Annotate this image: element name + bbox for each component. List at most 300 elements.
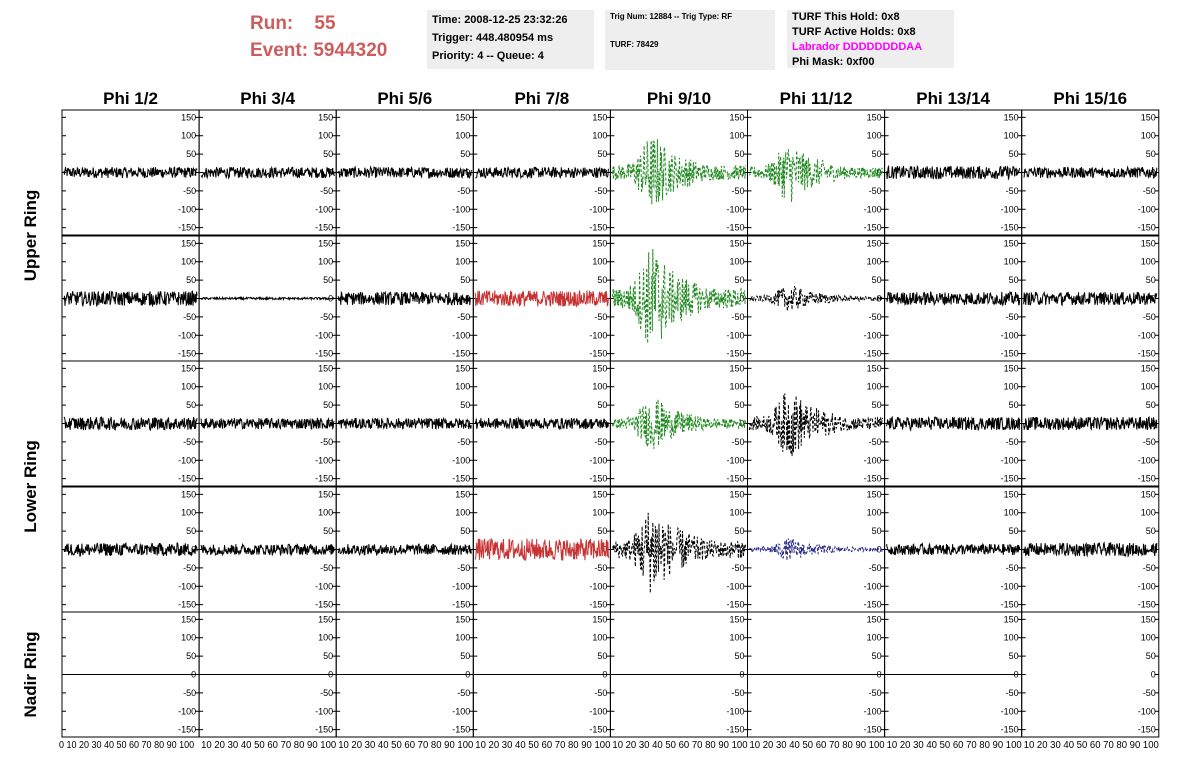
ytick-label: -150 xyxy=(726,473,745,484)
ytick-label: -50 xyxy=(457,185,471,196)
ytick-label: -100 xyxy=(1137,581,1156,592)
ytick-label: 100 xyxy=(1003,130,1019,141)
ytick-label: 50 xyxy=(1145,651,1156,662)
ytick-label: -100 xyxy=(589,706,608,717)
ytick-label: -50 xyxy=(868,436,882,447)
ytick-label: -50 xyxy=(868,185,882,196)
waveform-trace xyxy=(64,417,197,430)
ytick-label: -50 xyxy=(320,311,334,322)
ytick-label: 150 xyxy=(318,614,334,625)
ytick-label: -50 xyxy=(320,687,334,698)
turf-text: TURF: 78429 xyxy=(610,40,659,49)
ytick-label: 100 xyxy=(1140,507,1156,518)
ytick-label: -50 xyxy=(1142,311,1156,322)
ytick-label: 0 xyxy=(739,418,745,429)
waveform-trace xyxy=(201,418,334,429)
waveform-panel xyxy=(199,361,336,486)
waveform-panel xyxy=(748,487,885,612)
ytick-label: 50 xyxy=(734,651,745,662)
column-header: Phi 9/10 xyxy=(646,89,712,108)
ytick-label: 100 xyxy=(318,632,334,643)
waveform-trace xyxy=(338,167,471,178)
ytick-label: 50 xyxy=(734,149,745,160)
ytick-label: 100 xyxy=(455,130,471,141)
waveform-panel xyxy=(336,236,473,361)
ytick-label: 50 xyxy=(1145,526,1156,537)
ytick-label: 150 xyxy=(729,112,745,123)
ytick-label: 0 xyxy=(739,167,745,178)
waveform-panel xyxy=(1022,361,1159,486)
waveform-panel xyxy=(1022,236,1159,361)
ytick-label: 150 xyxy=(866,112,882,123)
ytick-label: -100 xyxy=(863,581,882,592)
waveform-panel xyxy=(610,110,747,235)
ytick-label: 100 xyxy=(592,130,608,141)
ytick-label: 50 xyxy=(871,400,882,411)
waveform-trace xyxy=(612,249,745,343)
waveform-trace xyxy=(475,291,608,307)
waveform-panel xyxy=(748,110,885,235)
ytick-label: 50 xyxy=(1145,400,1156,411)
ytick-label: -100 xyxy=(1000,455,1019,466)
ytick-label: -150 xyxy=(863,599,882,610)
ytick-label: 150 xyxy=(1003,112,1019,123)
waveform-trace xyxy=(612,399,745,449)
ytick-label: -100 xyxy=(315,706,334,717)
waveform-panel xyxy=(62,110,199,235)
waveform-panel xyxy=(610,236,747,361)
ytick-label: 100 xyxy=(1003,507,1019,518)
ytick-label: -150 xyxy=(178,348,197,359)
xtick-label: 10 20 30 40 50 60 70 80 90 100 xyxy=(612,740,748,751)
ytick-label: 50 xyxy=(734,400,745,411)
ytick-label: -50 xyxy=(320,185,334,196)
ytick-label: 150 xyxy=(592,614,608,625)
ytick-label: 50 xyxy=(186,526,197,537)
ytick-label: -100 xyxy=(726,706,745,717)
ytick-label: -100 xyxy=(589,581,608,592)
ytick-label: 150 xyxy=(181,363,197,374)
ytick-label: 0 xyxy=(739,669,745,680)
ytick-label: 50 xyxy=(597,149,608,160)
ytick-label: 150 xyxy=(866,489,882,500)
waveform-trace xyxy=(338,418,471,429)
waveform-panel xyxy=(473,487,610,612)
ytick-label: 0 xyxy=(602,293,608,304)
waveform-panel xyxy=(610,361,747,486)
waveform-trace xyxy=(475,418,608,429)
ytick-label: 50 xyxy=(1008,526,1019,537)
ytick-label: 150 xyxy=(866,363,882,374)
ytick-label: 150 xyxy=(592,363,608,374)
ytick-label: 0 xyxy=(465,167,471,178)
ytick-label: -50 xyxy=(1005,436,1019,447)
ytick-label: 50 xyxy=(597,526,608,537)
waveform-panel xyxy=(1022,487,1159,612)
ytick-label: -50 xyxy=(1005,185,1019,196)
ytick-label: 100 xyxy=(1003,632,1019,643)
waveform-trace xyxy=(201,167,334,178)
ytick-label: -150 xyxy=(1000,724,1019,735)
ytick-label: 0 xyxy=(191,544,197,555)
waveform-trace xyxy=(1024,167,1157,178)
ytick-label: -50 xyxy=(183,185,197,196)
column-header: Phi 15/16 xyxy=(1053,89,1128,108)
ytick-label: -50 xyxy=(1005,311,1019,322)
waveform-panel xyxy=(336,612,473,737)
waveform-panel xyxy=(336,110,473,235)
ytick-label: 0 xyxy=(1013,293,1019,304)
ytick-label: 150 xyxy=(592,238,608,249)
ring-label: Lower Ring xyxy=(21,440,40,533)
ytick-label: 100 xyxy=(729,381,745,392)
waveform-trace xyxy=(475,167,608,178)
ytick-label: 0 xyxy=(1013,669,1019,680)
ytick-label: -100 xyxy=(863,455,882,466)
ytick-label: 100 xyxy=(866,632,882,643)
ytick-label: 50 xyxy=(323,526,334,537)
ytick-label: 100 xyxy=(866,507,882,518)
ytick-label: -100 xyxy=(1000,330,1019,341)
ytick-label: -100 xyxy=(452,330,471,341)
ytick-label: -150 xyxy=(452,599,471,610)
ytick-label: 50 xyxy=(871,275,882,286)
ytick-label: -100 xyxy=(1137,204,1156,215)
ytick-label: 150 xyxy=(1140,614,1156,625)
ytick-label: 100 xyxy=(455,381,471,392)
ytick-label: -50 xyxy=(183,311,197,322)
phi-mask-text: Phi Mask: 0xf00 xyxy=(792,56,875,68)
waveform-trace xyxy=(201,544,334,555)
ytick-label: 100 xyxy=(181,381,197,392)
ytick-label: 50 xyxy=(1008,149,1019,160)
ytick-label: -50 xyxy=(457,562,471,573)
ytick-label: -100 xyxy=(1000,706,1019,717)
waveform-panel xyxy=(199,110,336,235)
ytick-label: -150 xyxy=(452,473,471,484)
ytick-label: -100 xyxy=(863,330,882,341)
ytick-label: 150 xyxy=(455,112,471,123)
ytick-label: -150 xyxy=(726,348,745,359)
ytick-label: 0 xyxy=(191,293,197,304)
waveform-panel xyxy=(199,236,336,361)
ytick-label: 50 xyxy=(1008,400,1019,411)
ytick-label: -100 xyxy=(452,455,471,466)
ytick-label: -50 xyxy=(320,436,334,447)
ytick-label: 100 xyxy=(729,256,745,267)
ytick-label: 50 xyxy=(323,149,334,160)
ytick-label: 0 xyxy=(191,418,197,429)
waveform-trace xyxy=(338,544,471,555)
ytick-label: 100 xyxy=(1140,256,1156,267)
ytick-label: 150 xyxy=(455,489,471,500)
ytick-label: -50 xyxy=(1005,562,1019,573)
ytick-label: -150 xyxy=(1137,348,1156,359)
ytick-label: -150 xyxy=(589,473,608,484)
ytick-label: -100 xyxy=(726,581,745,592)
ytick-label: -150 xyxy=(178,724,197,735)
waveform-panel xyxy=(473,361,610,486)
ytick-label: 50 xyxy=(460,400,471,411)
ytick-label: 50 xyxy=(871,651,882,662)
ytick-label: -50 xyxy=(594,687,608,698)
ytick-label: 50 xyxy=(460,275,471,286)
ytick-label: 0 xyxy=(191,669,197,680)
ytick-label: 100 xyxy=(318,507,334,518)
ytick-label: 100 xyxy=(181,256,197,267)
ytick-label: -50 xyxy=(868,311,882,322)
ytick-label: 0 xyxy=(876,293,882,304)
ytick-label: -150 xyxy=(178,222,197,233)
ytick-label: 50 xyxy=(186,400,197,411)
ytick-label: -50 xyxy=(1142,436,1156,447)
ytick-label: 100 xyxy=(866,381,882,392)
waveform-trace xyxy=(64,167,197,178)
xtick-label: 10 20 30 40 50 60 70 80 90 100 xyxy=(1023,740,1160,751)
ytick-label: 0 xyxy=(602,167,608,178)
ytick-label: -150 xyxy=(589,222,608,233)
turf-active-holds-text: TURF Active Holds: 0x8 xyxy=(792,26,916,38)
ytick-label: -150 xyxy=(726,724,745,735)
waveform-panel xyxy=(748,612,885,737)
ytick-label: -150 xyxy=(1137,724,1156,735)
time-text: Time: 2008-12-25 23:32:26 xyxy=(432,14,568,26)
ytick-label: 150 xyxy=(181,238,197,249)
ytick-label: -100 xyxy=(726,455,745,466)
ytick-label: -100 xyxy=(452,706,471,717)
waveform-trace xyxy=(612,139,745,204)
ytick-label: 0 xyxy=(465,418,471,429)
waveform-panel xyxy=(336,487,473,612)
event-value: 5944320 xyxy=(313,40,388,61)
ytick-label: -150 xyxy=(863,724,882,735)
ytick-label: 100 xyxy=(455,507,471,518)
ytick-label: -100 xyxy=(1137,455,1156,466)
xtick-label: 10 20 30 40 50 60 70 80 90 100 xyxy=(338,740,474,751)
ytick-label: -50 xyxy=(1142,562,1156,573)
waveform-trace xyxy=(750,286,883,311)
ytick-label: 150 xyxy=(1140,363,1156,374)
ytick-label: 0 xyxy=(602,418,608,429)
waveform-panel xyxy=(1022,612,1159,737)
ytick-label: 100 xyxy=(181,507,197,518)
ytick-label: 100 xyxy=(866,130,882,141)
waveform-panel xyxy=(199,487,336,612)
ytick-label: -100 xyxy=(315,581,334,592)
ytick-label: -100 xyxy=(589,455,608,466)
ytick-label: 100 xyxy=(455,256,471,267)
waveform-trace xyxy=(64,543,197,556)
column-header: Phi 3/4 xyxy=(240,89,296,108)
ytick-label: 50 xyxy=(1145,275,1156,286)
ytick-label: 150 xyxy=(1140,489,1156,500)
waveform-trace xyxy=(887,417,1020,430)
ytick-label: -150 xyxy=(452,724,471,735)
ytick-label: -150 xyxy=(178,599,197,610)
panel-frame xyxy=(1022,612,1159,737)
ytick-label: -150 xyxy=(863,473,882,484)
ytick-label: -150 xyxy=(863,222,882,233)
ytick-label: -150 xyxy=(452,222,471,233)
ytick-label: -50 xyxy=(594,562,608,573)
ytick-label: 0 xyxy=(1150,418,1156,429)
ytick-label: -100 xyxy=(452,581,471,592)
ytick-label: -150 xyxy=(589,599,608,610)
ytick-label: 0 xyxy=(1150,544,1156,555)
ytick-label: -50 xyxy=(183,687,197,698)
ytick-label: 0 xyxy=(328,418,334,429)
ytick-label: -150 xyxy=(863,348,882,359)
ytick-label: 0 xyxy=(465,544,471,555)
ytick-label: 50 xyxy=(734,526,745,537)
ytick-label: 150 xyxy=(729,489,745,500)
ytick-label: 150 xyxy=(181,489,197,500)
ytick-label: -100 xyxy=(452,204,471,215)
ytick-label: -50 xyxy=(183,562,197,573)
ytick-label: 150 xyxy=(1140,238,1156,249)
trig-num-text: Trig Num: 12884 -- Trig Type: RF xyxy=(610,12,733,21)
ytick-label: -50 xyxy=(457,436,471,447)
ytick-label: 0 xyxy=(191,167,197,178)
ytick-label: 100 xyxy=(729,130,745,141)
waveform-trace xyxy=(64,291,197,306)
ytick-label: 150 xyxy=(318,112,334,123)
ytick-label: -50 xyxy=(731,436,745,447)
ytick-label: -100 xyxy=(589,330,608,341)
ytick-label: 50 xyxy=(186,651,197,662)
ytick-label: 50 xyxy=(460,526,471,537)
ytick-label: 150 xyxy=(592,489,608,500)
ytick-label: 50 xyxy=(734,275,745,286)
ytick-label: -100 xyxy=(315,330,334,341)
trigger-text: Trigger: 448.480954 ms xyxy=(432,32,554,44)
ytick-label: -150 xyxy=(178,473,197,484)
ytick-label: -50 xyxy=(594,436,608,447)
ytick-label: 0 xyxy=(1150,293,1156,304)
waveform-panel xyxy=(62,612,199,737)
ytick-label: 100 xyxy=(1003,381,1019,392)
waveform-trace xyxy=(887,544,1020,555)
ytick-label: -150 xyxy=(726,222,745,233)
ytick-label: -100 xyxy=(178,581,197,592)
ytick-label: -100 xyxy=(315,455,334,466)
ytick-label: 50 xyxy=(460,149,471,160)
ytick-label: 100 xyxy=(729,507,745,518)
waveform-panel xyxy=(885,361,1022,486)
ytick-label: -100 xyxy=(1137,330,1156,341)
ytick-label: 150 xyxy=(455,363,471,374)
ytick-label: -150 xyxy=(1137,599,1156,610)
ytick-label: 100 xyxy=(318,381,334,392)
ytick-label: -100 xyxy=(178,455,197,466)
ytick-label: -100 xyxy=(863,706,882,717)
waveform-panel xyxy=(748,361,885,486)
waveform-panel xyxy=(885,612,1022,737)
ytick-label: 150 xyxy=(1003,238,1019,249)
ytick-label: 100 xyxy=(592,256,608,267)
ytick-label: -150 xyxy=(1000,599,1019,610)
waveform-trace xyxy=(475,539,608,561)
ytick-label: -150 xyxy=(315,348,334,359)
ytick-label: -150 xyxy=(1000,473,1019,484)
ytick-label: 0 xyxy=(1013,167,1019,178)
ytick-label: 100 xyxy=(181,130,197,141)
ytick-label: 0 xyxy=(465,293,471,304)
xtick-label: 0 10 20 30 40 50 60 70 80 90 100 xyxy=(59,740,195,751)
run-label: Run: xyxy=(250,13,294,34)
waveform-panel xyxy=(62,487,199,612)
ytick-label: 50 xyxy=(597,275,608,286)
column-header: Phi 11/12 xyxy=(779,89,853,108)
ytick-label: -100 xyxy=(589,204,608,215)
ytick-label: 150 xyxy=(729,614,745,625)
ytick-label: 50 xyxy=(597,651,608,662)
ytick-label: 100 xyxy=(729,632,745,643)
ytick-label: -50 xyxy=(320,562,334,573)
waveform-panel xyxy=(473,236,610,361)
ytick-label: 0 xyxy=(1013,418,1019,429)
ytick-label: -150 xyxy=(589,348,608,359)
ytick-label: -50 xyxy=(731,562,745,573)
ytick-label: 150 xyxy=(455,238,471,249)
ytick-label: 150 xyxy=(866,614,882,625)
xtick-label: 10 20 30 40 50 60 70 80 90 100 xyxy=(475,740,611,751)
ytick-label: -50 xyxy=(731,687,745,698)
ytick-label: -150 xyxy=(589,724,608,735)
waveform-trace xyxy=(750,539,883,561)
ytick-label: 50 xyxy=(323,651,334,662)
turf-this-hold-text: TURF This Hold: 0x8 xyxy=(792,11,900,23)
ytick-label: -150 xyxy=(315,724,334,735)
ytick-label: -50 xyxy=(457,311,471,322)
ring-label: Upper Ring xyxy=(21,189,40,282)
ytick-label: -50 xyxy=(868,562,882,573)
labrador-text: Labrador DDDDDDDDAA xyxy=(792,41,923,53)
ytick-label: 0 xyxy=(876,669,882,680)
ytick-label: 150 xyxy=(1140,112,1156,123)
ytick-label: -100 xyxy=(1137,706,1156,717)
ytick-label: -100 xyxy=(863,204,882,215)
run-value: 55 xyxy=(314,13,336,34)
waveform-panel xyxy=(885,487,1022,612)
ytick-label: -50 xyxy=(1142,185,1156,196)
ytick-label: 100 xyxy=(1140,381,1156,392)
waveform-panel xyxy=(885,236,1022,361)
ytick-label: 50 xyxy=(1008,651,1019,662)
ytick-label: -150 xyxy=(315,222,334,233)
ytick-label: -100 xyxy=(315,204,334,215)
waveform-panel xyxy=(473,612,610,737)
waveform-panel xyxy=(336,361,473,486)
ytick-label: -100 xyxy=(178,204,197,215)
ytick-label: -150 xyxy=(315,473,334,484)
ytick-label: 0 xyxy=(876,167,882,178)
ytick-label: 100 xyxy=(181,632,197,643)
ytick-label: 0 xyxy=(602,544,608,555)
ytick-label: 50 xyxy=(871,149,882,160)
ytick-label: 150 xyxy=(866,238,882,249)
ytick-label: 50 xyxy=(1008,275,1019,286)
ytick-label: -100 xyxy=(178,706,197,717)
ytick-label: 100 xyxy=(592,632,608,643)
ytick-label: 150 xyxy=(1003,489,1019,500)
ytick-label: -50 xyxy=(1005,687,1019,698)
ytick-label: -50 xyxy=(594,311,608,322)
ytick-label: 150 xyxy=(181,112,197,123)
waveform-panel xyxy=(885,110,1022,235)
ytick-label: 100 xyxy=(866,256,882,267)
ytick-label: 0 xyxy=(876,544,882,555)
